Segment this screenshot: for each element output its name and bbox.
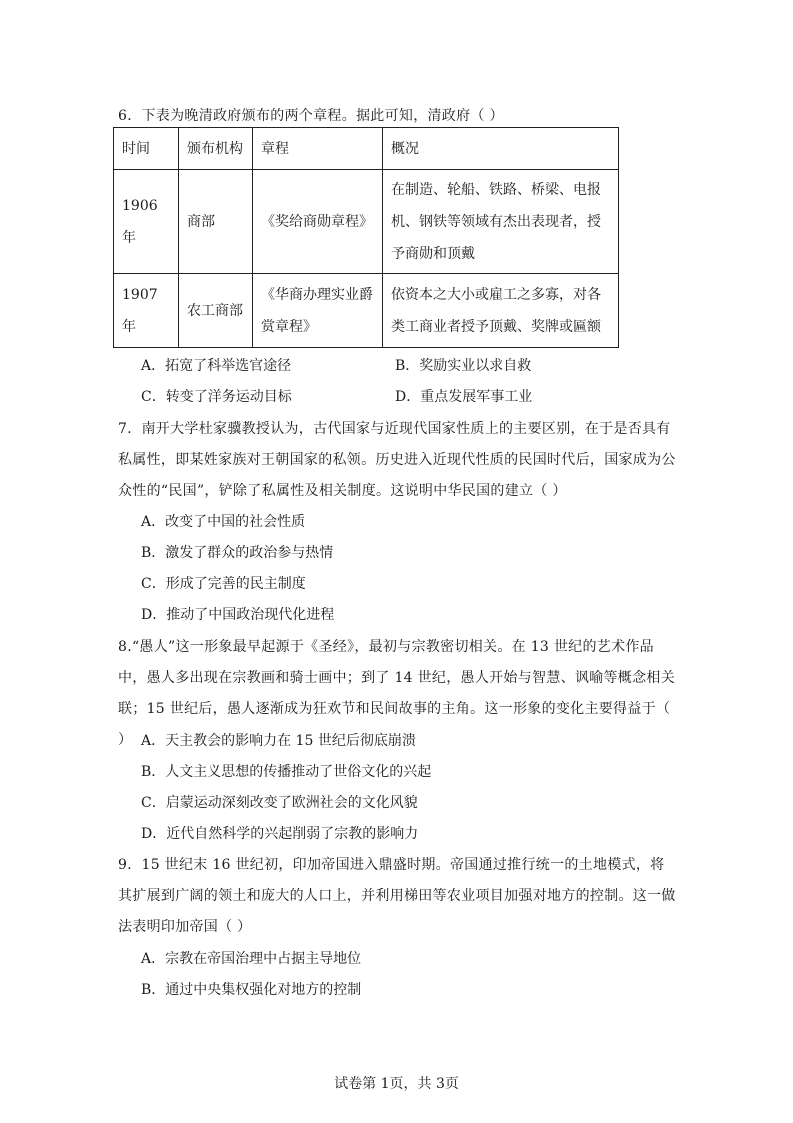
question-9-stem: 9．15 世纪末 16 世纪初，印加帝国进入鼎盛时期。帝国通过推行统一的土地模式，将其扩展到广阔的领土和庞大的人口上，并利用梯田等农业项目加强对地方的控制。这一做法表明印加帝国（ ）	[118, 857, 676, 935]
table-cell: 商部	[179, 170, 253, 274]
table-cell: 1906 年	[114, 170, 179, 274]
question-7-stem: 7．南开大学杜家骥教授认为，古代国家与近现代国家性质上的主要区别，在于是否具有私属性，即某姓家族对王朝国家的私领。历史进入近现代性质的民国时代后，国家成为公众性的“民国”，铲除了私属性及相关制度。这说明中华民国的建立（ ）	[118, 421, 676, 499]
table-header-cell: 概况	[383, 128, 619, 170]
q9-option-a[interactable]: A．宗教在帝国治理中占据主导地位	[141, 951, 362, 967]
page-footer: 试卷第 1页，共 3页	[334, 1076, 459, 1092]
table-header-cell: 时间	[114, 128, 179, 170]
table-cell: 在制造、轮船、铁路、桥梁、电报机、钢铁等领域有杰出表现者，授予商勋和顶戴	[383, 170, 619, 274]
q6-option-d[interactable]: D．重点发展军事工业	[395, 389, 533, 405]
table-cell: 《华商办理实业爵赏章程》	[253, 274, 383, 348]
q8-option-b[interactable]: B．人文主义思想的传播推动了世俗文化的兴起	[141, 764, 432, 780]
q9-option-b[interactable]: B．通过中央集权强化对地方的控制	[141, 982, 362, 998]
table-row	[114, 274, 619, 348]
q6-option-c[interactable]: C．转变了洋务运动目标	[141, 389, 292, 405]
q6-option-a[interactable]: A．拓宽了科举选官途径	[141, 358, 292, 374]
q8-option-d[interactable]: D．近代自然科学的兴起削弱了宗教的影响力	[141, 826, 419, 842]
question-8-stem: 8.“愚人”这一形象最早起源于《圣经》，最初与宗教密切相关。在 13 世纪的艺术作品中，愚人多出现在宗教画和骑士画中；到了 14 世纪，愚人开始与智慧、讽喻等概念相关联；15 世纪后，愚人逐渐成为狂欢节和民间故事的主角。这一形象的变化主要得益于（ ）	[118, 639, 676, 748]
table-cell: 依资本之大小或雇工之多寡，对各类工商业者授予顶戴、奖牌或匾额	[383, 274, 619, 348]
q7-option-c[interactable]: C．形成了完善的民主制度	[141, 576, 306, 592]
question-6-stem: 6．下表为晚清政府颁布的两个章程。据此可知，清政府（ ）	[118, 108, 504, 124]
table-cell: 农工商部	[179, 274, 253, 348]
q8-option-a[interactable]: A．天主教会的影响力在 15 世纪后彻底崩溃	[141, 733, 416, 749]
table-header-cell: 颁布机构	[179, 128, 253, 170]
table-cell: 1907 年	[114, 274, 179, 348]
charter-table	[113, 127, 619, 348]
q8-option-c[interactable]: C．启蒙运动深刻改变了欧洲社会的文化风貌	[141, 795, 418, 811]
q7-option-b[interactable]: B．激发了群众的政治参与热情	[141, 545, 334, 561]
table-header-cell: 章程	[253, 128, 383, 170]
table-cell: 《奖给商勋章程》	[253, 170, 383, 274]
table-header-row	[114, 128, 619, 170]
table-row	[114, 170, 619, 274]
q6-option-b[interactable]: B．奖励实业以求自救	[395, 358, 532, 374]
q7-option-d[interactable]: D．推动了中国政治现代化进程	[141, 607, 335, 623]
q7-option-a[interactable]: A．改变了中国的社会性质	[141, 514, 306, 530]
